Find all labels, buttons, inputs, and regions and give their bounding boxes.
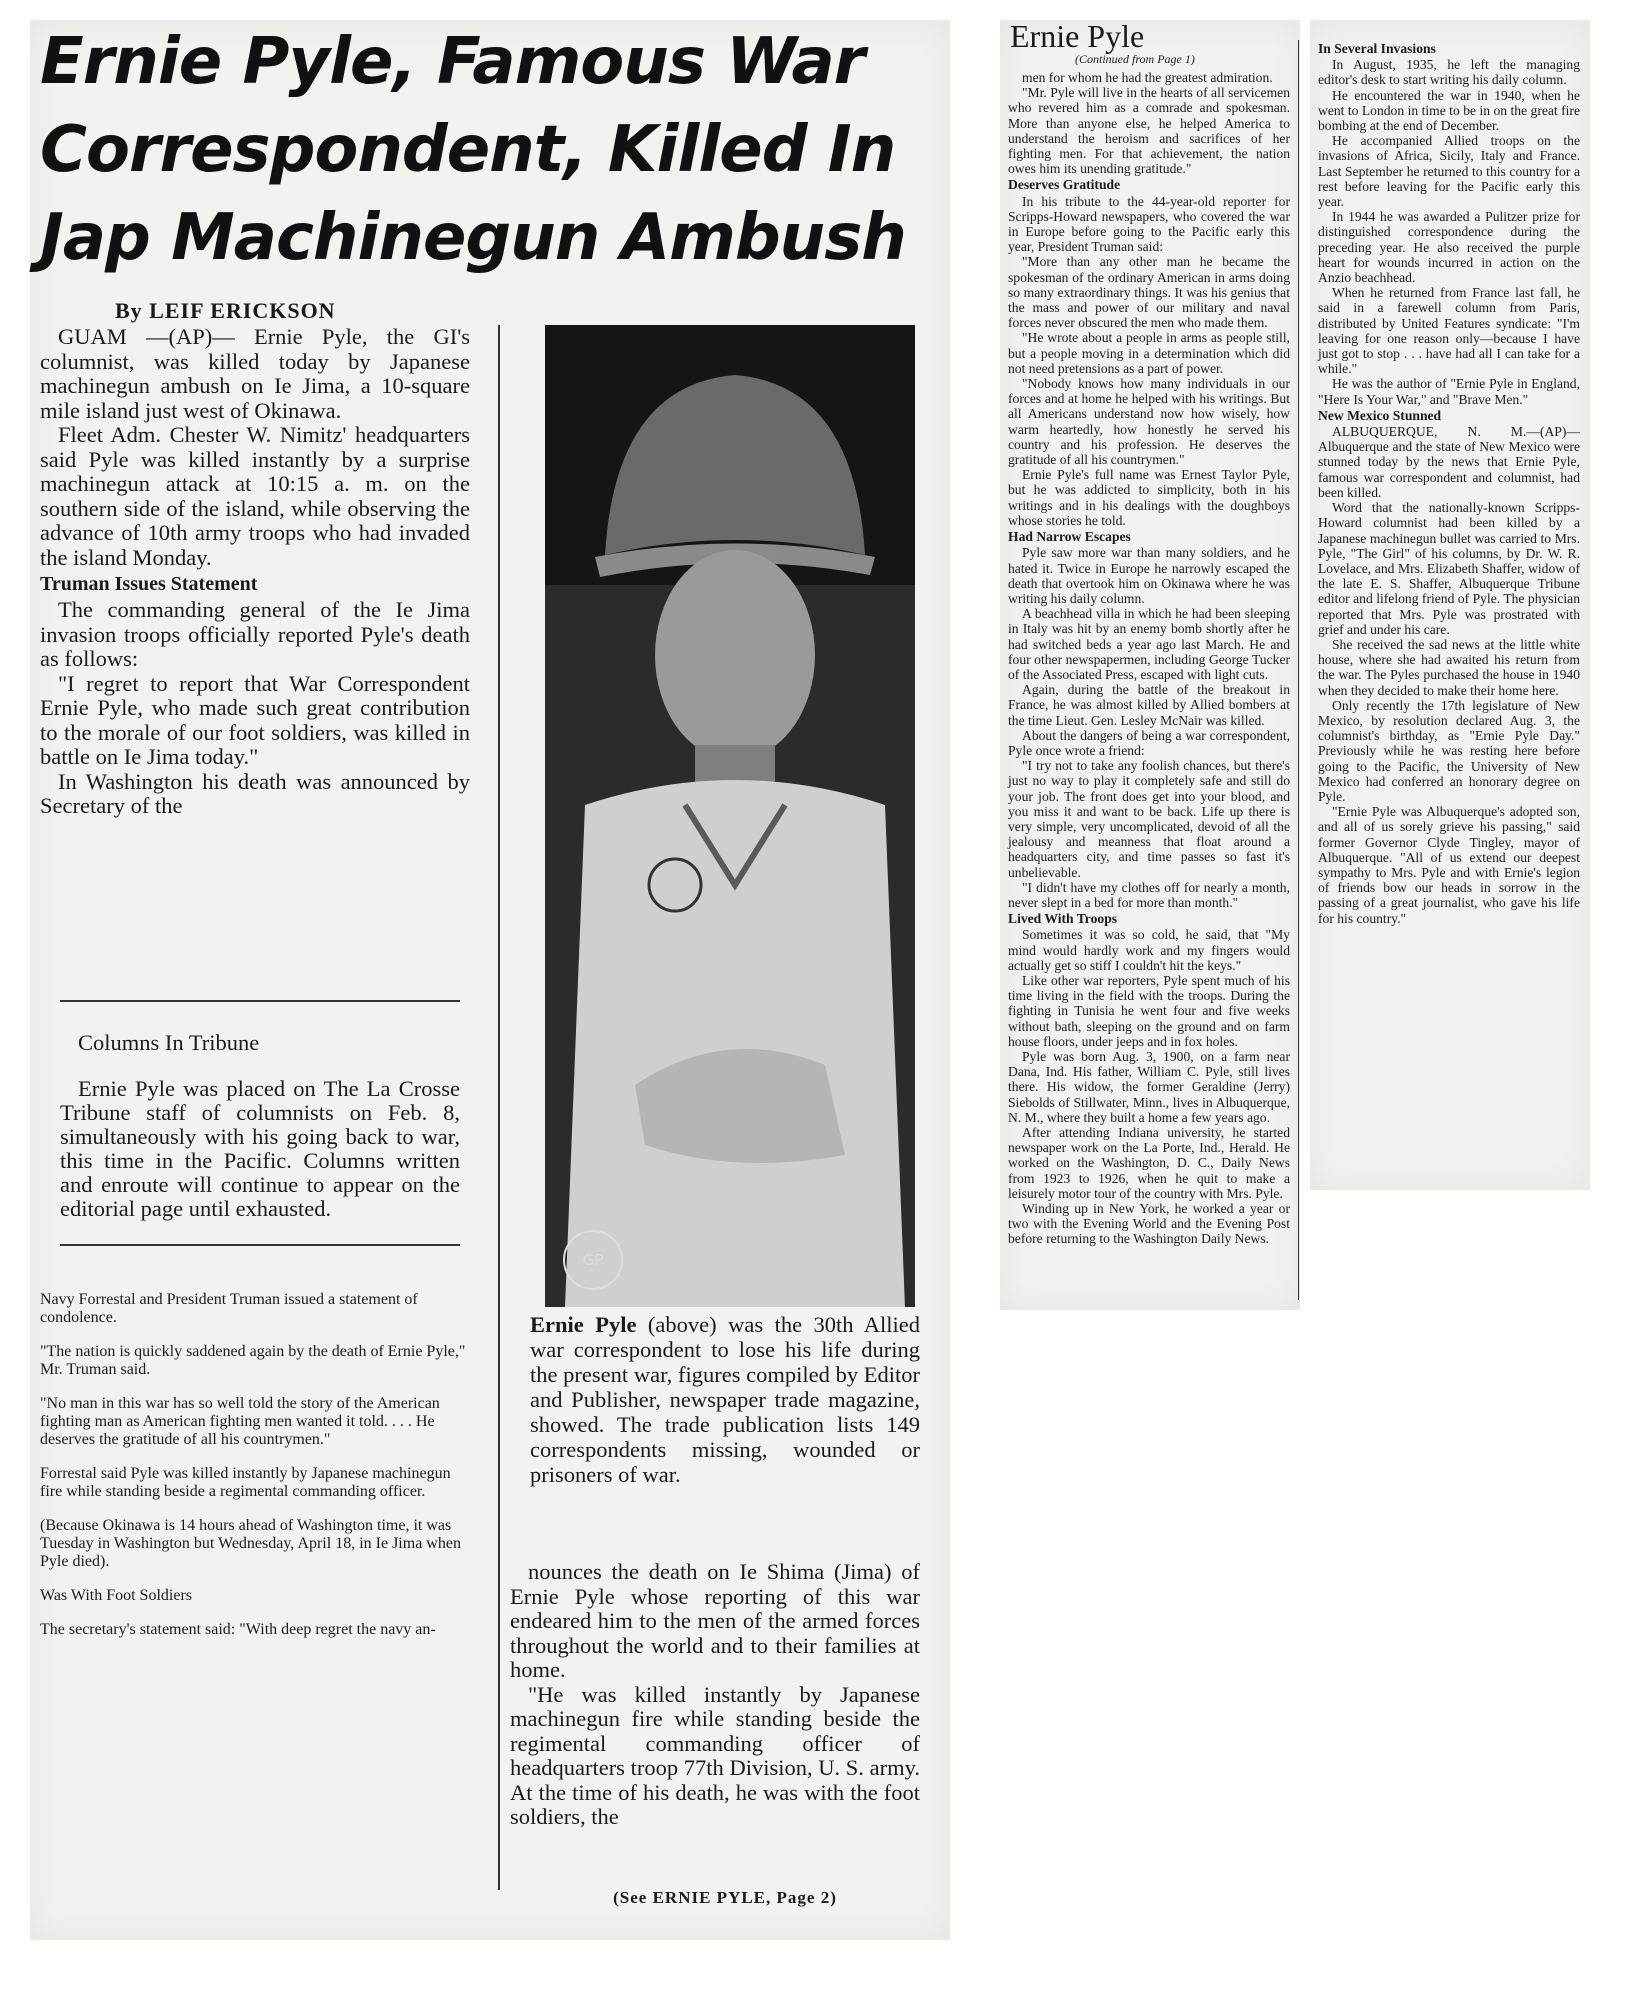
paragraph: "The nation is quickly saddened again by the death of Ernie Pyle," Mr. Truman said. [40,1343,466,1378]
paragraph: Ernie Pyle's full name was Ernest Taylor Pyle, but he was addicted to simplicity, both in his writings and in his dealings with the doughboys whose stories he told. [1008,467,1290,528]
byline: By LEIF ERICKSON [115,298,336,323]
lead-column-continued [40,1275,470,1655]
caption-text: (above) was the 30th Allied war correspondent to lose his life during the present war, figures compiled by Editor and Publisher, newspaper trade magazine, showed. The trade publication lists 149 correspondents missing, wounded or prisoners of war. [530,1312,920,1487]
column-rule [1298,40,1299,1300]
paragraph: About the dangers of being a war correspondent, Pyle once wrote a friend: [1008,727,1290,758]
paragraph: Pyle saw more war than many soldiers, and he hated it. Twice in Europe he narrowly escaped the death that overtook him on Okinawa where he was writing his daily column. [1008,545,1290,606]
paragraph: A beachhead villa in which he had been sleeping in Italy was hit by an enemy bomb shortly after he had switched beds a year ago last March. He and four other newspapermen, including George Tucker of the Associated Press, escaped with light cuts. [1008,606,1290,682]
paragraph: In Washington his death was announced by Secretary of the [40,768,470,818]
paragraph: Navy Forrestal and President Truman issued a statement of condolence. [40,1291,418,1326]
paragraph: In his tribute to the 44-year-old reporter for Scripps-Howard newspapers, who covered the war in Europe before going to the Pacific early this year, President Truman said: [1008,193,1290,255]
paragraph: men for whom he had the greatest admiration. [1022,70,1273,85]
paragraph: "Ernie Pyle was Albuquerque's adopted son, and all of us sorely grieve his passing," said former Governor Clyde Tingley, mayor of Albuquerque. "All of us extend our deepest sympathy to Mrs. Pyle and with Ernie's legion of friends bow our heads in sorrow in the passing of a great journalist, who gave his life for his country." [1318,804,1580,926]
paragraph: Forrestal said Pyle was killed instantly by Japanese machinegun fire while standing beside a regimental commanding officer. [40,1465,451,1500]
paragraph: Pyle was born Aug. 3, 1900, on a farm near Dana, Ind. His father, William C. Pyle, still lives there. His widow, the former Geraldine (Jerry) Siebolds of Stillwater, Minn., lives in Albuquerque, N. M., where they built a home a few years ago. [1008,1049,1290,1125]
headline [40,18,910,282]
jump-line: (See ERNIE PYLE, Page 2) [613,1888,837,1907]
paragraph: nounces the death on Ie Shima (Jima) of Ernie Pyle whose reporting of this war endeared him to the men of the armed forces throughout the world and to their families at home. [510,1559,920,1682]
column-rule [498,325,500,1890]
paragraph: (Because Okinawa is 14 hours ahead of Washington time, it was Tuesday in Washington but Wednesday, April 18, in Ie Jima when Pyle died). [40,1517,461,1570]
subhead: Deserves Gratitude [1008,177,1121,193]
paragraph: "More than any other man he became the spokesman of the ordinary American in arms doing so many extraordinary things. It was his genius that the mass and power of our military and naval forces never obscured the men who made them. [1008,254,1290,331]
portrait-photo [545,325,915,1307]
continued-from: (Continued from Page 1) [1075,52,1195,66]
paragraph: "I regret to report that War Correspondent Ernie Pyle, who made such great contribution to the morale of our foot soldiers, was killed in battle on Ie Jima today." [40,670,470,769]
paragraph: Fleet Adm. Chester W. Nimitz' headquarters said Pyle was killed instantly by a surprise machinegun attack at 10:15 a. m. on the southern side of the island, while observing the advance of 10th army troops who had invaded the island Monday. [40,422,470,570]
caption-name: Ernie Pyle [530,1312,637,1337]
paragraph: ALBUQUERQUE, N. M.—(AP)— Albuquerque and the state of New Mexico were stunned today by the news that Ernie Pyle, famous war correspondent and columnist, had been killed. [1318,424,1580,500]
paragraph: "Mr. Pyle will live in the hearts of all servicemen who revered him as a comrade and spokesman. More than anyone else, he helped America to understand the heroism and sacrifices of her fighting men. For that achievement, the nation owes him its unending gratitude." [1008,85,1290,177]
paragraph: Only recently the 17th legislature of New Mexico, by resolution declared Aug. 3, the columnist's birthday, as "Ernie Pyle Day." Previously while he was resting here before going to the Pacific, the University of New Mexico had conferred an honorary degree on Pyle. [1318,697,1580,804]
box-text: Ernie Pyle was placed on The La Crosse Tribune staff of columnists on Feb. 8, simultaneously with his going back to war, this time in the Pacific. Columns written and enroute will continue to appear on the editorial page until exhausted. [60,1076,460,1221]
continued-column-right [1318,40,1580,926]
subhead: Truman Issues Statement [40,573,258,595]
paragraph: "He wrote about a people in arms as people still, but a people moving in a determination which did not need pretensions as a part of power. [1008,330,1290,376]
paragraph: When he returned from France last fall, he said in a farewell column from Paris, distributed by United Features syndicate: "I'm leaving for one reason only—because I have just got to stop . . . have had all I can take for a while." [1318,285,1580,377]
subhead: In Several Invasions [1318,41,1436,56]
subhead: Lived With Troops [1008,911,1118,927]
paragraph: He was the author of "Ernie Pyle in England, "Here Is Your War," and "Brave Men." [1318,376,1580,407]
paragraph: He encountered the war in 1940, when he went to London in time to be in on the great fire bombing at the end of December. [1318,87,1580,134]
soldier-portrait [545,325,915,1307]
paragraph: Word that the nationally-known Scripps-Howard columnist had been killed by a Japanese machinegun bullet was carried to Mrs. Pyle, "The Girl" of his columns, by Dr. W. R. Lovelace, and Mrs. Elizabeth Shaffer, widow of the late E. S. Shaffer, Albuquerque Tribune editor and lifelong friend of Pyle. The physician reported that Mrs. Pyle was prostrated with grief and under his care. [1318,500,1580,637]
continued-column [1008,70,1290,1247]
under-photo-column [510,1560,920,1830]
paragraph: In August, 1935, he left the managing editor's desk to start writing his daily column. [1318,57,1580,88]
paragraph: GUAM —(AP)— Ernie Pyle, the GI's columnist, was killed today by Japanese machinegun ambush on Ie Jima, a 10-square mile island just west of Okinawa. [40,324,470,423]
subhead: Had Narrow Escapes [1008,529,1131,545]
paragraph: "I try not to take any foolish chances, but there's just no way to play it completely safe and still do your job. The front does get into your blood, and you miss it and want to be back. Life up there is very simple, very uncomplicated, devoid of all the jealousy and meanness that float around a headquarters city, and time passes so fast it's unbelievable. [1008,758,1290,880]
headline-line-2: Correspondent, Killed In [40,113,896,187]
paragraph: He accompanied Allied troops on the invasions of Africa, Sicily, Italy and France. Last September he returned to this country for a rest before leaving for the Pacific early this year. [1318,133,1580,210]
paragraph: Winding up in New York, he worked a year or two with the Evening World and the Evening Post before returning to the Washington Daily News. [1008,1201,1290,1247]
paragraph: "Nobody knows how many individuals in our forces and at home he helped with his writings. But all Americans understand now how wisely, how warm heartedly, how honestly he served his country and his profession. He deserves the gratitude of all his countrymen." [1008,376,1290,468]
paragraph: In 1944 he was awarded a Pulitzer prize for distinguished correspondence during the preceding year. He also received the purple heart for wounds incurred in action on the Anzio beachhead. [1318,209,1580,286]
paragraph: She received the sad news at the little white house, where she had awaited his return from the war. The Pyles purchased the house in 1940 when they decided to make their home here. [1318,636,1580,698]
lead-column [40,325,470,819]
paragraph: "I didn't have my clothes off for nearly a month, never slept in a bed for more than month." [1008,879,1290,910]
box-title: Columns In Tribune [78,1029,260,1055]
headline-line-3: Jap Machinegun Ambush [40,201,906,275]
paragraph: The commanding general of the Ie Jima invasion troops officially reported Pyle's death as follows: [40,597,470,671]
paragraph: Sometimes it was so cold, he said, that "My mind would hardly work and my fingers would actually get so stiff I couldn't hit the keys." [1008,927,1290,973]
paragraph: "No man in this war has so well told the story of the American fighting man as American fighting men wanted it told. . . . He deserves the gratitude of all his countrymen." [40,1395,440,1448]
paragraph: Again, during the battle of the breakout in France, he was almost killed by Allied bombers at the time Lieut. Gen. Lesley McNair was killed. [1008,682,1290,728]
subhead: New Mexico Stunned [1318,407,1442,423]
headline-line-1: Ernie Pyle, Famous War [40,25,865,99]
photo-credit-logo: GP [563,1230,623,1290]
columns-in-tribune-box [60,1000,460,1246]
paragraph: Like other war reporters, Pyle spent much of his time living in the field with the troops. During the fighting in Tunisia he went four and five weeks without bath, sleeping on the ground and on farm house floors, under jeeps and in fox holes. [1008,972,1290,1049]
paragraph: "He was killed instantly by Japanese machinegun fire while standing beside the regimental commanding officer of headquarters troop 77th Division, U. S. army. At the time of his death, he was with the foot soldiers, the [510,1681,920,1829]
photo-caption [530,1312,920,1487]
paragraph: The secretary's statement said: "With deep regret the navy an- [40,1621,436,1638]
paragraph: After attending Indiana university, he started newspaper work on the La Porte, Ind., Herald. He worked on the Washington, D. C., Daily News from 1923 to 1926, when he quit to make a leisurely motor tour of the country with Mrs. Pyle. [1008,1125,1290,1201]
subhead: Was With Foot Soldiers [40,1587,192,1604]
continued-headline: Ernie Pyle [1010,18,1145,54]
